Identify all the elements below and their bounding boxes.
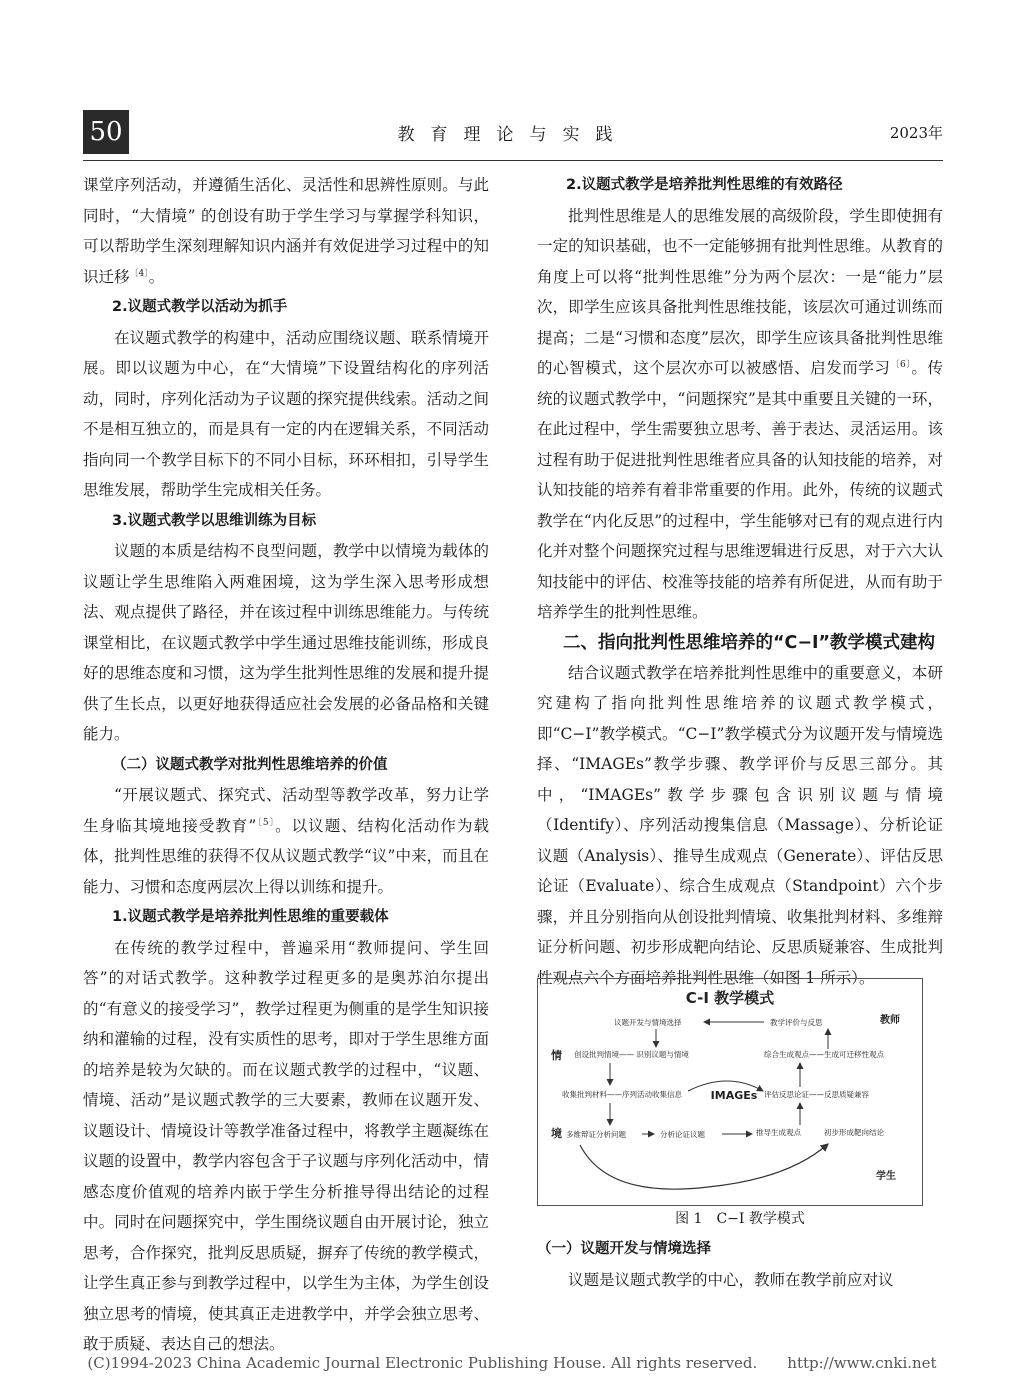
node-row1-left: 创设批判情境—— 识别议题与情境 [574,1050,689,1059]
copyright-footer: (C)1994-2023 China Academic Journal Electronic Publishing House. All rights reserved. http://www.cnki.net [87,1354,937,1372]
paragraph: 在传统的教学过程中，普遍采用“教师提问、学生回答”的对话式教学。这种教学过程更多的是奥苏泊尔提出的“有意义的接受学习”，教学过程更为侧重的是学生知识接纳和灌输的过程，没有实质性的思考，即对于学生思维方面的培养是较为欠缺的。而在议题式教学的过程中，“议题、情境、活动”是议题式教学的三大要素，教师在议题开发、议题设计、情境设计等教学准备过程中，将教学主题凝练在议题的设置中，教学内容包含于子议题与序列化活动中，情感态度价值观的培养内嵌于学生分析推导得出结论的过程中。同时在问题探究中，学生围绕议题自由开展讨论，独立思考，合作探究，批判反思质疑，摒弃了传统的教学模式，让学生真正参与到教学过程中，以学生为主体，为学生创设独立思考的情境，使其真正走进教学中，并学会独立思考、敢于质疑、表达自己的想法。 [83,938,489,1353]
arrow-arc-bottom [580,1144,828,1189]
header-divider [83,160,943,161]
paragraph: 在议题式教学的构建中，活动应围绕议题、联系情境开展。即以议题为中心，在“大情境”下设置结构化的序列活动，同时，序列化活动为子议题的探究提供线索。活动之间不是相互独立的，而是具有一定的内在逻辑关系，不同活动指向同一个教学目标下的不同小目标，环环相扣，引导学生思维发展，帮助学生完成相关任务。 [83,328,489,499]
node-row3-left: 多维辩证分析问题 [566,1130,626,1139]
subheading: （一）议题开发与情境选择 [537,1241,711,1257]
right-column [537,170,943,993]
paragraph: 课堂序列活动，并遵循生活化、灵活性和思辨性原则。与此同时，“大情境” 的创设有助于学生学习与掌握学科知识，可以帮助学生深刻理解知识内涵并有效促进学习过程中的知识迁移$^{〔4〕}$。 [83,176,489,286]
node-topic-dev: 议题开发与情境选择 [614,1018,682,1027]
teacher-label: 教师 [880,1015,900,1026]
subheading: 1.议题式教学是培养批判性思维的重要载体 [112,909,389,925]
images-label: IMAGEs [710,1089,758,1102]
subheading: 3.议题式教学以思维训练为目标 [112,512,317,529]
node-eval-reflect: 教学评价与反思 [770,1018,823,1027]
context-label-top: 情 [551,1049,562,1062]
citation: 〔6〕 [890,359,912,370]
context-label-bottom: 境 [551,1127,562,1140]
paragraph: 批判性思维是人的思维发展的高级阶段，学生即使拥有一定的知识基础，也不一定能够拥有批判性思维。从教育的角度上可以将“批判性思维”分为两个层次：一是“能力”层次，即学生应该具备批判性思维技能，该层次可通过训练而提高；二是“习惯和态度”层次，即学生应该具备批判性思维的心智模式，这个层次亦可以被感悟、启发而学习$^{〔6〕}$。传统的议题式教学中，“问题探究”是其中重要且关键的一环，在此过程中，学生需要独立思考、善于表达、灵活运用。该过程有助于促进批判性思维者应具备的认知技能的培养，对认知技能的培养有着非常重要的作用。此外，传统的议题式教学在“内化反思”的过程中，学生能够对已有的观点进行内化并对整个问题探究过程与思维逻辑进行反思，对于六大认知技能中的评估、校准等技能的培养有所促进，从而有助于培养学生的批判性思维。 [537,206,943,621]
paragraph: “开展议题式、探究式、活动型等教学改革，努力让学生身临其境地接受教育”$^{〔5〕}$。以议题、结构化活动作为载体，批判性思维的获得不仅从议题式教学“议”中来，而且在能力、习惯和态度两层次上得以训练和提升。 [83,786,489,896]
journal-year: 2023年 [889,124,943,142]
student-label: 学生 [876,1171,896,1182]
right-column-tail [537,1234,943,1295]
ci-model-diagram [538,979,922,1205]
figure-caption: 图 1 C−I 教学模式 [675,1211,805,1227]
node-row1-right: 综合生成观点——生成可迁移性观点 [764,1050,884,1059]
paragraph: 议题的本质是结构不良型问题，教学中以情境为载体的议题让学生思维陷入两难困境，这为学生深入思考形成想法、观点提供了路径，并在该过程中训练思维能力。与传统课堂相比，在议题式教学中学生通过思维技能训练，形成良好的思维态度和习惯，这为学生批判性思维的发展和提升提供了生长点，以更好地获得适应社会发展的必备品格和关键能力。 [83,542,489,743]
journal-title: 教育理论与实践 [397,125,629,145]
node-row2-left: 收集批判材料——序列活动收集信息 [562,1090,682,1099]
paragraph: 结合议题式教学在培养批判性思维中的重要意义，本研究建构了指向批判性思维培养的议题式教学模式，即“C−I”教学模式。“C−I”教学模式分为议题开发与情境选择、“IMAGEs”教学步骤、教学评价与反思三部分。其中，“IMAGEs”教学步骤包含识别议题与情境（Identify）、序列活动搜集信息（Massage）、分析论证议题（Analysis）、推导生成观点（Generate）、评估反思论证（Evaluate）、综合生成观点（Standpoint）六个步骤，并且分别指向从创设批判情境、收集批判材料、多维辩证分析问题、初步形成靶向结论、反思质疑兼容、生成批判性观点六个方面培养批判性思维（如图 1 所示）。 [537,663,943,987]
subheading: 2.议题式教学是培养批判性思维的有效路径 [566,177,843,193]
section-heading: 二、指向批判性思维培养的“C−I”教学模式建构 [563,632,936,653]
subheading: （二）议题式教学对批判性思维培养的价值 [112,756,388,773]
subheading: 2.议题式教学以活动为抓手 [112,299,288,315]
citation: 〔5〕 [256,817,276,828]
citation: 〔4〕 [129,268,149,279]
page-header [83,110,943,154]
paragraph: 议题是议题式教学的中心，教师在教学前应对议 [568,1270,894,1289]
node-row3-mid: 分析论证议题 [660,1130,705,1139]
left-column [83,170,489,1360]
figure-ci-model [537,978,923,1206]
diagram-title: C-I 教学模式 [685,989,775,1007]
page-number: 50 [83,110,129,154]
node-row3-right-b: 初步形成靶向结论 [824,1128,884,1137]
node-row2-right: 评估反思论证——反思质疑兼容 [764,1090,869,1099]
node-row3-right-a: 推导生成观点 [756,1128,801,1137]
